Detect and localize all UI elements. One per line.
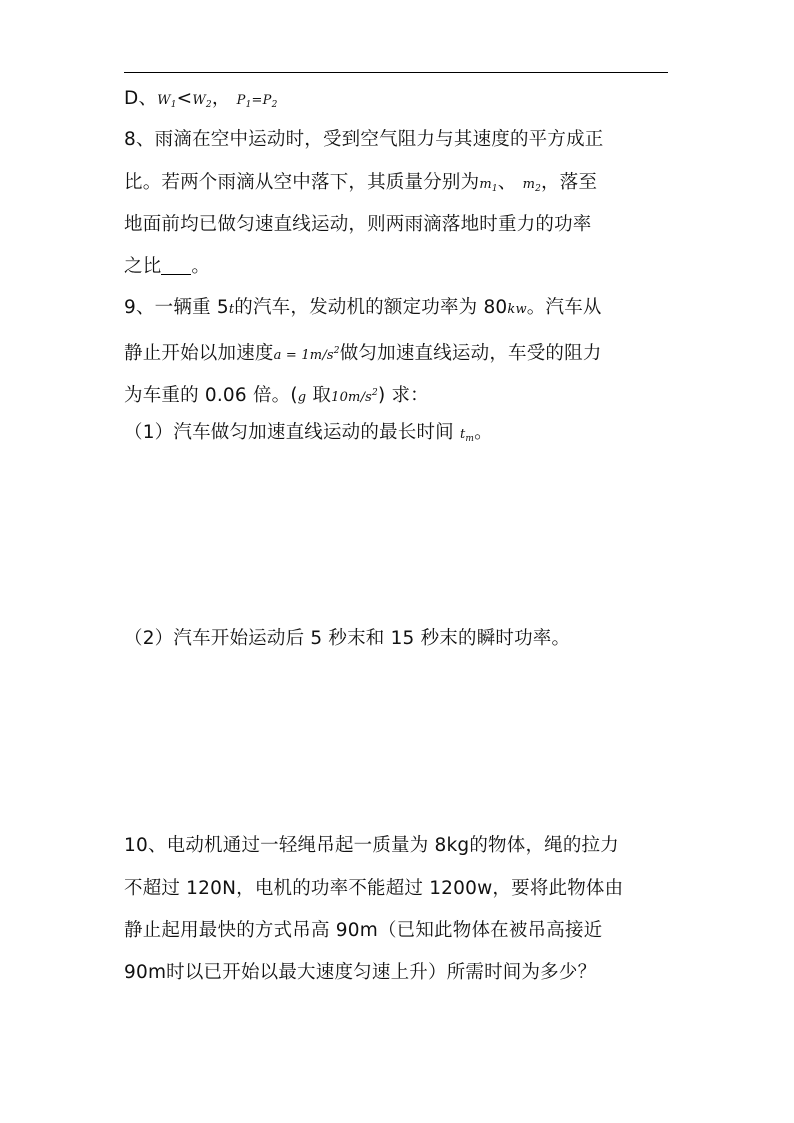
q9-line-2: 静止开始以加速度$a = 1m/s^2$做匀加速直线运动，车受的阻力 xyxy=(124,343,602,364)
option-d-line: D、W1<W2， P1=P2 xyxy=(124,88,278,110)
q9-line-1: 9、一辆重 5t的汽车，发动机的额定功率为 80kw。汽车从 xyxy=(124,297,602,318)
q9-sub-2: （2）汽车开始运动后 5 秒末和 15 秒末的瞬时功率。 xyxy=(124,628,571,649)
q8-line-4: 之比 。 xyxy=(124,256,211,277)
q8-line-1: 8、雨滴在空中运动时，受到空气阻力与其速度的平方成正 xyxy=(124,129,604,150)
answer-blank xyxy=(161,254,191,275)
q9-sub-1: （1）汽车做匀加速直线运动的最长时间 tm。 xyxy=(124,422,493,444)
q10-line-2: 不超过 120N，电机的功率不能超过 1200w，要将此物体由 xyxy=(124,878,624,899)
q9-line-3: 为车重的 0.06 倍。(g 取$10m/s^2$) 求： xyxy=(124,385,429,406)
q10-line-4: 90m时以已开始以最大速度匀速上升）所需时间为多少？ xyxy=(124,962,597,983)
q8-line-2: 比。若两个雨滴从空中落下，其质量分别为m1、 m2，落至 xyxy=(124,172,598,194)
q10-line-3: 静止起用最快的方式吊高 90m（已知此物体在被吊高接近 xyxy=(124,920,603,941)
q8-line-3: 地面前均已做匀速直线运动，则两雨滴落地时重力的功率 xyxy=(124,214,592,235)
q10-line-1: 10、电动机通过一轻绳吊起一质量为 8kg的物体，绳的拉力 xyxy=(124,835,619,856)
option-d-prefix: D、 xyxy=(124,88,158,109)
header-rule xyxy=(124,72,668,73)
